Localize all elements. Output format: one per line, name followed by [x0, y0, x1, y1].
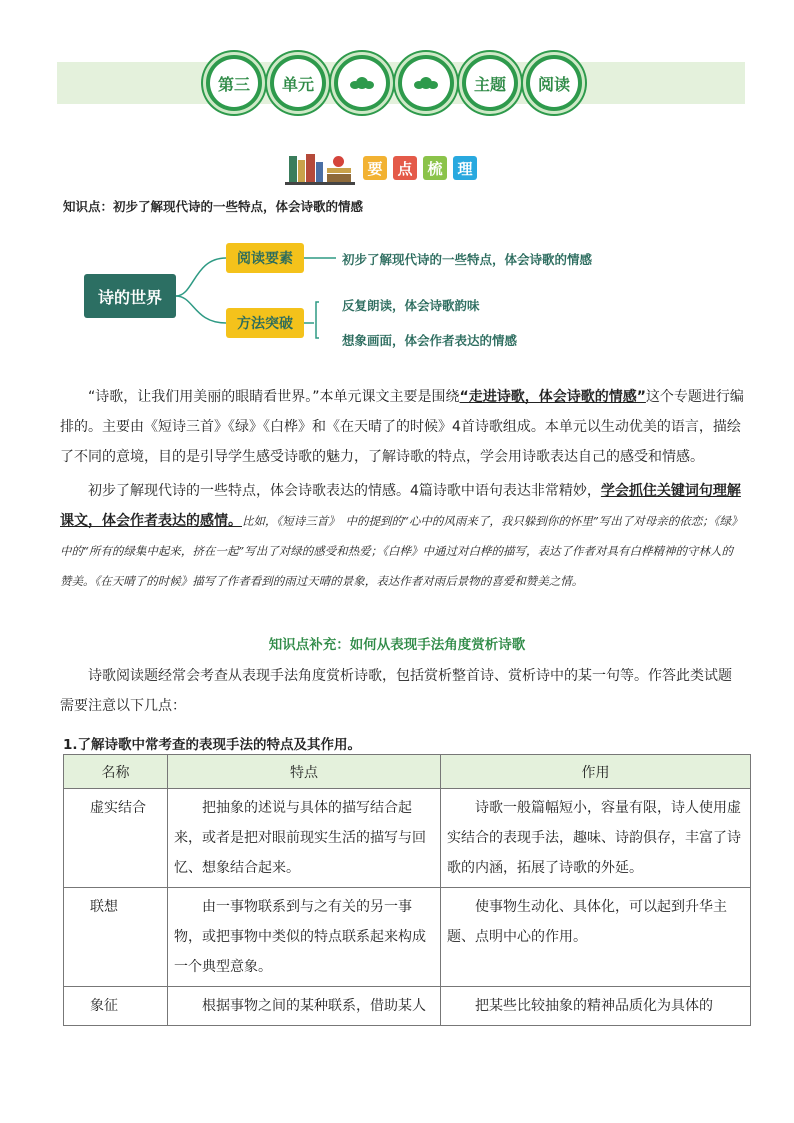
mind-map-root: 诗的世界 — [84, 274, 176, 318]
banner-circle-6: 阅读 — [523, 52, 585, 114]
table-header-row — [64, 755, 751, 789]
mind-map-leaf: 反复朗读，体会诗歌韵味 — [342, 298, 480, 313]
column-header: 特点 — [168, 755, 441, 789]
table-cell-feature: 根据事物之间的某种联系，借助某人 — [168, 987, 441, 1026]
table-cell-name: 联想 — [64, 888, 168, 987]
table-cell-effect: 使事物生动化、具体化，可以起到升华主题、点明中心的作用。 — [441, 888, 751, 987]
underlined-key-method: 学会抓住关键词句理解课文，体会作者表达的感情。 — [60, 483, 741, 529]
table-row — [64, 789, 751, 888]
mind-map-branch-method: 方法突破 — [226, 308, 304, 338]
mind-map-leaf: 想象画面，体会作者表达的情感 — [342, 333, 518, 348]
banner-circle-5: 主题 — [459, 52, 521, 114]
books-icon — [285, 150, 357, 182]
knowledge-point-heading: 知识点：初步了解现代诗的一些特点，体会诗歌的情感 — [63, 199, 364, 214]
column-header: 作用 — [441, 755, 751, 789]
supplement-paragraph: 诗歌阅读题经常会考查从表现手法角度赏析诗歌，包括赏析整首诗、赏析诗中的某一句等。作答此类试题需要注意以下几点： — [60, 668, 732, 714]
mind-map-leaf: 初步了解现代诗的一些特点，体会诗歌的情感 — [342, 252, 593, 267]
supplement-heading: 知识点补充：如何从表现手法角度赏析诗歌 — [268, 637, 526, 653]
table-cell-feature: 由一事物联系到与之有关的另一事物，或把事物中类似的特点联系起来构成一个典型意象。 — [168, 888, 441, 987]
title-char-4: 理 — [453, 156, 477, 180]
banner-circle-4 — [395, 52, 457, 114]
title-char-3: 梳 — [423, 156, 447, 180]
underlined-topic: “走进诗歌，体会诗歌的情感” — [459, 389, 646, 405]
table-row — [64, 987, 751, 1026]
table-row — [64, 888, 751, 987]
banner-circle-2: 单元 — [267, 52, 329, 114]
banner-circle-3 — [331, 52, 393, 114]
table-cell-feature: 把抽象的述说与具体的描写结合起来，或者是把对眼前现实生活的描写与回忆、想象结合起来。 — [168, 789, 441, 888]
mind-map-branch-reading: 阅读要素 — [226, 243, 304, 273]
techniques-table — [63, 754, 751, 1026]
table-cell-name: 虚实结合 — [64, 789, 168, 888]
banner-circle-1: 第三 — [203, 52, 265, 114]
section-title — [285, 150, 495, 184]
table-cell-effect: 诗歌一般篇幅短小，容量有限，诗人使用虚实结合的表现手法，趣味、诗韵俱存，丰富了诗歌的内涵，拓展了诗歌的外延。 — [441, 789, 751, 888]
analysis-paragraph: 初步了解现代诗的一些特点，体会诗歌表达的情感。4篇诗歌中语句表达非常精妙，学会抓住关键词句理解课文，体会作者表达的感情。比如，《短诗三首》 中的提到的“心中的风雨来了，我只躲到你的怀里”写出了对母亲的依恋；《绿》 中的“所有的绿集中起来，挤在一起”写出了对绿的感受和热爱；《白桦》中通过对白桦的描写，表达了作者对具有白桦精神的守林人的赞美。《在天晴了的时候》描写了作者看到的雨过天晴的景象，表达作者对雨后景物的喜爱和赞美之情。 — [60, 483, 749, 588]
point-one-heading: 1.了解诗歌中常考查的表现手法的特点及其作用。 — [63, 737, 362, 753]
cloud-icon — [414, 77, 438, 89]
cloud-icon — [350, 77, 374, 89]
mind-map — [84, 238, 644, 358]
table-cell-effect: 把某些比较抽象的精神品质化为具体的 — [441, 987, 751, 1026]
title-char-1: 要 — [363, 156, 387, 180]
column-header: 名称 — [64, 755, 168, 789]
title-char-2: 点 — [393, 156, 417, 180]
table-cell-name: 象征 — [64, 987, 168, 1026]
intro-paragraph: “诗歌，让我们用美丽的眼睛看世界。”本单元课文主要是围绕“走进诗歌，体会诗歌的情感”这个专题进行编排的。主要由《短诗三首》《绿》《白桦》和《在天晴了的时候》4首诗歌组成。本单元以生动优美的语言，描绘了不同的意境，目的是引导学生感受诗歌的魅力，了解诗歌的特点，学会用诗歌表达自己的感受和情感。 — [60, 389, 744, 465]
